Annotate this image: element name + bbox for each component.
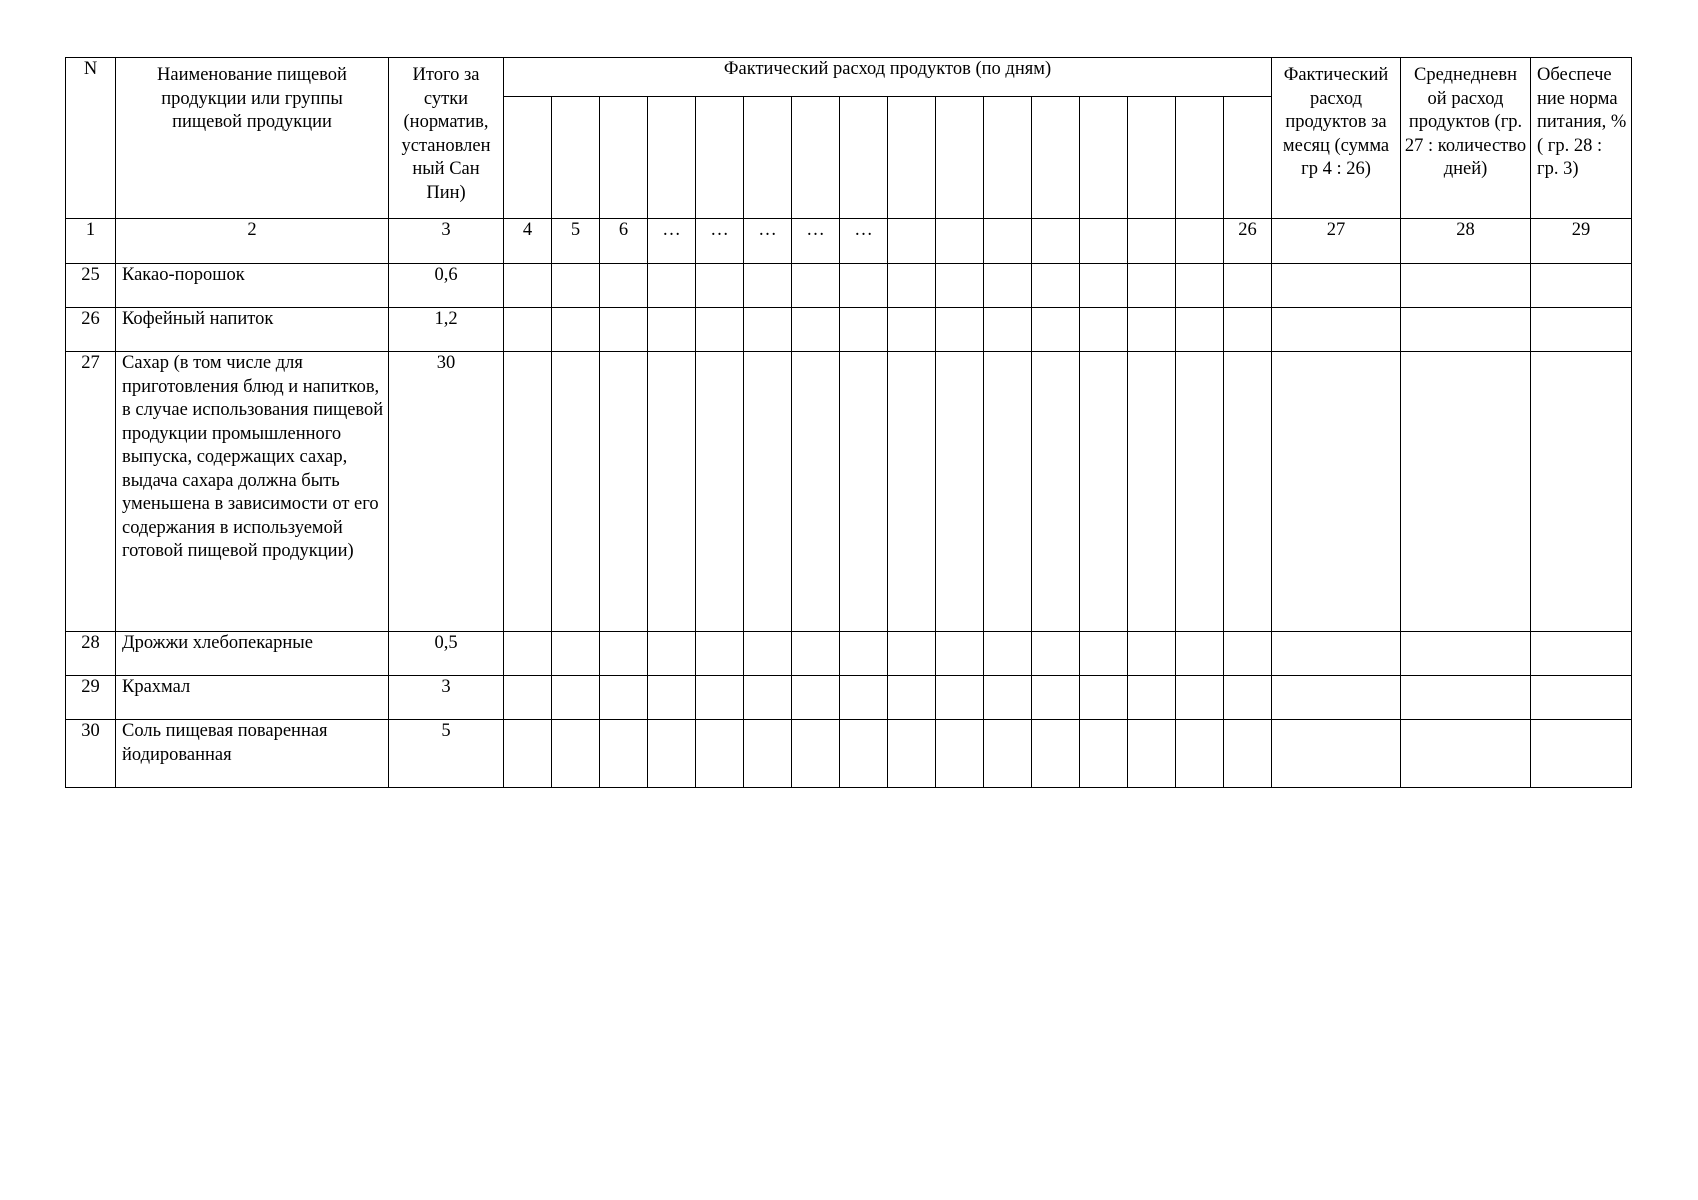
day-consumption-cell — [1128, 632, 1176, 676]
day-consumption-cell — [1128, 264, 1176, 308]
header-day-cell — [1176, 97, 1224, 219]
day-consumption-cell — [840, 632, 888, 676]
provision-cell — [1531, 308, 1632, 352]
day-consumption-cell — [936, 264, 984, 308]
day-consumption-cell — [696, 352, 744, 632]
day-consumption-cell — [936, 720, 984, 788]
header-day-cell — [744, 97, 792, 219]
day-consumption-cell — [648, 308, 696, 352]
day-consumption-cell — [648, 676, 696, 720]
daily-norm: 3 — [389, 676, 504, 720]
day-consumption-cell — [936, 676, 984, 720]
day-consumption-cell — [792, 632, 840, 676]
table-row — [66, 720, 1632, 788]
day-consumption-cell — [696, 632, 744, 676]
day-consumption-cell — [888, 352, 936, 632]
day-consumption-cell — [792, 676, 840, 720]
avg-daily-cell — [1401, 720, 1531, 788]
day-consumption-cell — [792, 352, 840, 632]
column-number: … — [696, 219, 744, 264]
day-consumption-cell — [600, 264, 648, 308]
day-consumption-cell — [792, 264, 840, 308]
day-consumption-cell — [552, 676, 600, 720]
day-consumption-cell — [984, 632, 1032, 676]
provision-cell — [1531, 632, 1632, 676]
day-consumption-cell — [1176, 720, 1224, 788]
daily-norm: 5 — [389, 720, 504, 788]
day-consumption-cell — [600, 676, 648, 720]
header-day-cell — [984, 97, 1032, 219]
header-provision: Обеспече ние норма питания, % ( гр. 28 : гр. 3) — [1531, 58, 1632, 219]
day-consumption-cell — [504, 308, 552, 352]
column-number: 2 — [116, 219, 389, 264]
day-consumption-cell — [1224, 352, 1272, 632]
column-number — [888, 219, 936, 264]
row-number: 25 — [66, 264, 116, 308]
day-consumption-cell — [600, 632, 648, 676]
product-name: Кофейный напиток — [116, 308, 389, 352]
month-total-cell — [1272, 676, 1401, 720]
day-consumption-cell — [1080, 308, 1128, 352]
day-consumption-cell — [840, 676, 888, 720]
month-total-cell — [1272, 352, 1401, 632]
header-day-cell — [936, 97, 984, 219]
provision-cell — [1531, 720, 1632, 788]
column-number-row — [66, 219, 1632, 264]
column-number: … — [744, 219, 792, 264]
day-consumption-cell — [936, 632, 984, 676]
day-consumption-cell — [552, 308, 600, 352]
header-day-cell — [696, 97, 744, 219]
day-consumption-cell — [888, 632, 936, 676]
month-total-cell — [1272, 308, 1401, 352]
day-consumption-cell — [1032, 720, 1080, 788]
food-consumption-table — [65, 57, 1632, 788]
product-name: Соль пищевая поваренная йодированная — [116, 720, 389, 788]
day-consumption-cell — [1224, 264, 1272, 308]
provision-cell — [1531, 352, 1632, 632]
day-consumption-cell — [1080, 720, 1128, 788]
table-row — [66, 352, 1632, 632]
header-avg-daily: Среднедневн ой расход продуктов (гр. 27 : количество дней) — [1401, 58, 1531, 219]
day-consumption-cell — [888, 264, 936, 308]
day-consumption-cell — [504, 632, 552, 676]
day-consumption-cell — [1032, 352, 1080, 632]
column-number: 1 — [66, 219, 116, 264]
product-name: Какао-порошок — [116, 264, 389, 308]
day-consumption-cell — [648, 352, 696, 632]
header-day-cell — [1080, 97, 1128, 219]
day-consumption-cell — [552, 720, 600, 788]
table-row — [66, 676, 1632, 720]
day-consumption-cell — [1176, 352, 1224, 632]
day-consumption-cell — [1176, 676, 1224, 720]
header-norm: Итого за сутки (норматив, установлен ный Сан Пин) — [389, 58, 504, 219]
day-consumption-cell — [744, 632, 792, 676]
day-consumption-cell — [1032, 308, 1080, 352]
day-consumption-cell — [1080, 676, 1128, 720]
row-number: 30 — [66, 720, 116, 788]
day-consumption-cell — [1080, 352, 1128, 632]
day-consumption-cell — [1032, 676, 1080, 720]
header-day-cell — [1032, 97, 1080, 219]
provision-cell — [1531, 676, 1632, 720]
day-consumption-cell — [696, 308, 744, 352]
day-consumption-cell — [1128, 720, 1176, 788]
column-number: 6 — [600, 219, 648, 264]
table-row — [66, 308, 1632, 352]
day-consumption-cell — [504, 720, 552, 788]
day-consumption-cell — [1224, 676, 1272, 720]
day-consumption-cell — [1176, 308, 1224, 352]
day-consumption-cell — [1224, 720, 1272, 788]
header-name: Наименование пищевой продукции или группы пищевой продукции — [116, 58, 389, 219]
day-consumption-cell — [552, 264, 600, 308]
column-number — [1032, 219, 1080, 264]
month-total-cell — [1272, 632, 1401, 676]
header-daily-group: Фактический расход продуктов (по дням) — [504, 58, 1272, 97]
day-consumption-cell — [888, 720, 936, 788]
day-consumption-cell — [600, 720, 648, 788]
month-total-cell — [1272, 264, 1401, 308]
header-day-cell — [1224, 97, 1272, 219]
day-consumption-cell — [1080, 632, 1128, 676]
day-consumption-cell — [1224, 308, 1272, 352]
day-consumption-cell — [1176, 264, 1224, 308]
day-consumption-cell — [984, 352, 1032, 632]
header-day-cell — [648, 97, 696, 219]
header-month-total: Фактический расход продуктов за месяц (сумма гр 4 : 26) — [1272, 58, 1401, 219]
provision-cell — [1531, 264, 1632, 308]
column-number: 4 — [504, 219, 552, 264]
day-consumption-cell — [744, 720, 792, 788]
column-number: 28 — [1401, 219, 1531, 264]
day-consumption-cell — [984, 676, 1032, 720]
header-day-cell — [888, 97, 936, 219]
day-consumption-cell — [648, 632, 696, 676]
column-number: … — [648, 219, 696, 264]
column-number: … — [840, 219, 888, 264]
daily-norm: 0,6 — [389, 264, 504, 308]
day-consumption-cell — [1032, 264, 1080, 308]
column-number: 5 — [552, 219, 600, 264]
day-consumption-cell — [696, 720, 744, 788]
column-number — [1128, 219, 1176, 264]
day-consumption-cell — [744, 264, 792, 308]
avg-daily-cell — [1401, 308, 1531, 352]
column-number: 3 — [389, 219, 504, 264]
product-name: Дрожжи хлебопекарные — [116, 632, 389, 676]
avg-daily-cell — [1401, 632, 1531, 676]
day-consumption-cell — [504, 676, 552, 720]
day-consumption-cell — [504, 352, 552, 632]
header-row — [66, 58, 1632, 97]
row-number: 28 — [66, 632, 116, 676]
day-consumption-cell — [792, 720, 840, 788]
day-consumption-cell — [744, 308, 792, 352]
day-consumption-cell — [840, 352, 888, 632]
header-day-cell — [840, 97, 888, 219]
day-consumption-cell — [984, 308, 1032, 352]
day-consumption-cell — [600, 308, 648, 352]
column-number: … — [792, 219, 840, 264]
day-consumption-cell — [552, 632, 600, 676]
day-consumption-cell — [984, 720, 1032, 788]
daily-norm: 30 — [389, 352, 504, 632]
month-total-cell — [1272, 720, 1401, 788]
day-consumption-cell — [744, 676, 792, 720]
day-consumption-cell — [936, 308, 984, 352]
row-number: 27 — [66, 352, 116, 632]
column-number: 27 — [1272, 219, 1401, 264]
column-number — [1080, 219, 1128, 264]
day-consumption-cell — [648, 720, 696, 788]
day-consumption-cell — [504, 264, 552, 308]
day-consumption-cell — [1224, 632, 1272, 676]
row-number: 26 — [66, 308, 116, 352]
table-row — [66, 632, 1632, 676]
day-consumption-cell — [888, 308, 936, 352]
column-number: 29 — [1531, 219, 1632, 264]
day-consumption-cell — [840, 720, 888, 788]
avg-daily-cell — [1401, 264, 1531, 308]
column-number — [984, 219, 1032, 264]
column-number — [936, 219, 984, 264]
product-name: Сахар (в том числе для приготовления блюд и напитков, в случае использования пищевой продукции промышленного выпуска, содержащих сахар, выдача сахара должна быть уменьшена в зависимости от его содержания в используемой готовой пищевой продукции) — [116, 352, 389, 632]
day-consumption-cell — [1032, 632, 1080, 676]
day-consumption-cell — [696, 676, 744, 720]
product-name: Крахмал — [116, 676, 389, 720]
header-day-cell — [504, 97, 552, 219]
daily-norm: 0,5 — [389, 632, 504, 676]
day-consumption-cell — [1128, 676, 1176, 720]
avg-daily-cell — [1401, 352, 1531, 632]
day-consumption-cell — [1128, 352, 1176, 632]
header-day-cell — [600, 97, 648, 219]
column-number: 26 — [1224, 219, 1272, 264]
row-number: 29 — [66, 676, 116, 720]
day-consumption-cell — [744, 352, 792, 632]
header-n: N — [66, 58, 116, 219]
header-day-cell — [1128, 97, 1176, 219]
day-consumption-cell — [840, 308, 888, 352]
table-row — [66, 264, 1632, 308]
avg-daily-cell — [1401, 676, 1531, 720]
day-consumption-cell — [936, 352, 984, 632]
day-consumption-cell — [1128, 308, 1176, 352]
day-consumption-cell — [1080, 264, 1128, 308]
daily-norm: 1,2 — [389, 308, 504, 352]
header-day-cell — [792, 97, 840, 219]
day-consumption-cell — [696, 264, 744, 308]
day-consumption-cell — [1176, 632, 1224, 676]
day-consumption-cell — [840, 264, 888, 308]
column-number — [1176, 219, 1224, 264]
day-consumption-cell — [552, 352, 600, 632]
day-consumption-cell — [600, 352, 648, 632]
day-consumption-cell — [984, 264, 1032, 308]
header-day-cell — [552, 97, 600, 219]
day-consumption-cell — [888, 676, 936, 720]
day-consumption-cell — [792, 308, 840, 352]
day-consumption-cell — [648, 264, 696, 308]
